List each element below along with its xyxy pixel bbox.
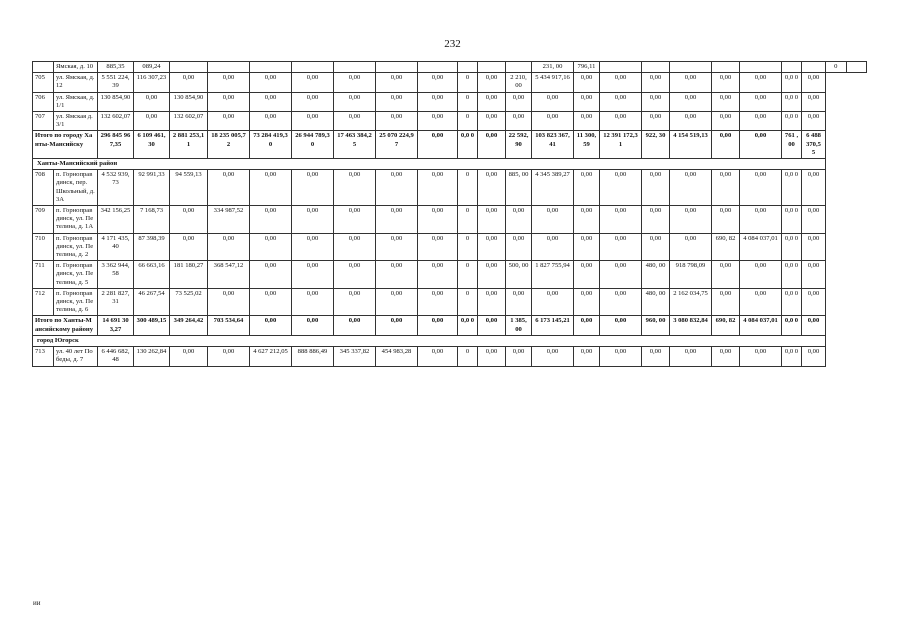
table-cell: 66 663,16 xyxy=(134,261,170,289)
table-cell: 0,00 xyxy=(600,92,642,111)
table-cell: 0 xyxy=(458,112,478,131)
table-cell: 0,0 0 xyxy=(782,288,802,316)
table-cell: 0,00 xyxy=(574,170,600,206)
table-cell: 0,00 xyxy=(574,206,600,234)
table-cell: 0,00 xyxy=(506,206,532,234)
total-row xyxy=(33,131,867,159)
table-cell: 0,00 xyxy=(292,92,334,111)
table-cell: 0,00 xyxy=(250,288,292,316)
table-cell: 181 180,27 xyxy=(170,261,208,289)
table-cell xyxy=(478,62,506,73)
table-cell: 0,00 xyxy=(712,261,740,289)
table-cell: 0,00 xyxy=(802,261,826,289)
table-cell xyxy=(740,62,782,73)
table-cell: 0,00 xyxy=(292,288,334,316)
row-number: 712 xyxy=(33,288,54,316)
table-cell: 25 070 224,97 xyxy=(376,131,418,159)
table-cell: 480, 00 xyxy=(642,261,670,289)
table-cell: 87 398,39 xyxy=(134,233,170,261)
table-cell: 0,00 xyxy=(250,316,292,335)
table-cell: 0,00 xyxy=(418,347,458,366)
table-cell: 0,00 xyxy=(418,112,458,131)
table-cell: 132 602,07 xyxy=(170,112,208,131)
table-cell: 4 345 389,27 xyxy=(532,170,574,206)
table-cell: 0,00 xyxy=(574,92,600,111)
table-cell: 0,00 xyxy=(418,92,458,111)
table-cell: 73 284 419,30 xyxy=(250,131,292,159)
table-cell: 0,00 xyxy=(418,288,458,316)
table-cell: 4 627 212,05 xyxy=(250,347,292,366)
table-cell: 0,0 0 xyxy=(782,316,802,335)
table-cell: 0,00 xyxy=(478,73,506,92)
table-cell: 0,00 xyxy=(418,233,458,261)
table-cell: 26 944 789,30 xyxy=(292,131,334,159)
table-cell: 885, 00 xyxy=(506,170,532,206)
table-cell: 334 987,52 xyxy=(208,206,250,234)
table-cell: 0,00 xyxy=(478,316,506,335)
table-cell: 918 798,09 xyxy=(670,261,712,289)
table-row xyxy=(33,206,867,234)
table-cell: 0,00 xyxy=(208,92,250,111)
table-cell: 17 463 384,25 xyxy=(334,131,376,159)
section-title: город Югорск xyxy=(33,335,826,346)
table-cell: 0,00 xyxy=(670,92,712,111)
table-cell: 0,00 xyxy=(712,73,740,92)
table-cell: 0,00 xyxy=(334,316,376,335)
table-cell: 130 262,84 xyxy=(134,347,170,366)
table-cell: 0,0 0 xyxy=(782,206,802,234)
table-cell xyxy=(208,62,250,73)
table-cell: 0,00 xyxy=(418,206,458,234)
table-cell: 0,0 0 xyxy=(458,316,478,335)
table-cell: 73 525,02 xyxy=(170,288,208,316)
table-cell: 368 547,12 xyxy=(208,261,250,289)
table-row xyxy=(33,288,867,316)
table-cell: 0,00 xyxy=(478,233,506,261)
table-cell: 0,00 xyxy=(574,316,600,335)
address-cell: п. Горноправдинск, ул. Петелина, д. 1А xyxy=(54,206,98,234)
table-cell: 0,00 xyxy=(292,170,334,206)
table-cell: 0,00 xyxy=(670,347,712,366)
table-cell: 0,00 xyxy=(574,288,600,316)
table-cell: 5 434 917,16 xyxy=(532,73,574,92)
address-cell: п. Горноправдинск, ул. Петелина, д. 5 xyxy=(54,261,98,289)
table-cell: 0 xyxy=(458,261,478,289)
table-cell: 0,00 xyxy=(600,233,642,261)
table-cell xyxy=(458,62,478,73)
table-cell: 349 264,42 xyxy=(170,316,208,335)
table-cell: 0,00 xyxy=(600,316,642,335)
table-cell: 0,00 xyxy=(532,288,574,316)
table-cell: 0,00 xyxy=(478,261,506,289)
table-cell: 0,00 xyxy=(170,206,208,234)
table-row xyxy=(33,261,867,289)
table-cell: 0 xyxy=(458,347,478,366)
table-cell: 0,00 xyxy=(376,316,418,335)
table-cell: 0,00 xyxy=(250,92,292,111)
table-cell xyxy=(712,62,740,73)
table-cell xyxy=(170,62,208,73)
table-cell: 6 488 370,5 5 xyxy=(802,131,826,159)
table-cell: 4 084 037,01 xyxy=(740,316,782,335)
table-cell: 6 173 145,21 xyxy=(532,316,574,335)
table-cell: 0,00 xyxy=(334,288,376,316)
table-cell: 0,00 xyxy=(712,288,740,316)
row-number: 708 xyxy=(33,170,54,206)
address-cell: п. Горноправдинск, пер. Школьный, д. 3А xyxy=(54,170,98,206)
total-label: Итого по Ханты-Мансийскому району xyxy=(33,316,98,335)
table-cell: 1 385, 00 xyxy=(506,316,532,335)
table-cell: 6 109 461,30 xyxy=(134,131,170,159)
table-cell: 0,00 xyxy=(740,92,782,111)
row-number: 710 xyxy=(33,233,54,261)
address-cell: ул. Ямская, д. 1/1 xyxy=(54,92,98,111)
table-cell: 0,00 xyxy=(334,233,376,261)
table-cell: 0,00 xyxy=(506,347,532,366)
table-cell xyxy=(670,62,712,73)
table-row xyxy=(33,170,867,206)
table-cell: 0 xyxy=(826,62,847,73)
table-cell: 0,00 xyxy=(642,92,670,111)
page-number: 232 xyxy=(444,38,461,50)
table-cell: 0,00 xyxy=(532,233,574,261)
table-cell: 0,00 xyxy=(802,233,826,261)
table-cell: 0,00 xyxy=(574,233,600,261)
table-cell: 0,00 xyxy=(208,73,250,92)
address-cell: ул. Ямская, д. 12 xyxy=(54,73,98,92)
table-row xyxy=(33,73,867,92)
table-cell: 0,00 xyxy=(250,170,292,206)
table-cell: 0,00 xyxy=(532,92,574,111)
table-cell: 296 845 967,35 xyxy=(98,131,134,159)
table-cell: 0,00 xyxy=(740,288,782,316)
table-cell: 0,00 xyxy=(600,288,642,316)
table-cell: 0,00 xyxy=(170,347,208,366)
table-cell: 0,00 xyxy=(642,73,670,92)
table-cell: 0,00 xyxy=(670,73,712,92)
table-cell: 0,00 xyxy=(292,233,334,261)
table-cell: 116 307,23 xyxy=(134,73,170,92)
table-cell: 2 281 827,31 xyxy=(98,288,134,316)
row-number xyxy=(33,62,54,73)
table-cell: 22 592, 90 xyxy=(506,131,532,159)
table-cell: 0,00 xyxy=(250,233,292,261)
table-cell: 0,00 xyxy=(478,92,506,111)
total-label: Итого по городу Ханты-Мансийску xyxy=(33,131,98,159)
table-row xyxy=(33,92,867,111)
table-cell: 0,00 xyxy=(478,131,506,159)
table-cell: 5 551 224,39 xyxy=(98,73,134,92)
table-cell: 0,00 xyxy=(642,233,670,261)
table-cell: 0,00 xyxy=(802,112,826,131)
table-cell: 0,00 xyxy=(334,73,376,92)
table-cell: 0,00 xyxy=(134,112,170,131)
table-cell: 0,00 xyxy=(712,206,740,234)
table-cell: 0,00 xyxy=(670,170,712,206)
table-cell: 94 559,13 xyxy=(170,170,208,206)
table-cell: 703 534,64 xyxy=(208,316,250,335)
table-cell xyxy=(250,62,292,73)
table-cell: 0,00 xyxy=(208,170,250,206)
table-cell: 0,00 xyxy=(642,206,670,234)
table-cell: 0,00 xyxy=(376,73,418,92)
table-cell: 0,00 xyxy=(418,131,458,159)
table-cell: 0,00 xyxy=(334,170,376,206)
table-cell: 300 489,15 xyxy=(134,316,170,335)
table-cell: 0,00 xyxy=(418,73,458,92)
table-cell: 0 xyxy=(458,206,478,234)
table-cell: 0,00 xyxy=(802,92,826,111)
table-cell: 0,00 xyxy=(712,92,740,111)
table-cell: 0,00 xyxy=(802,73,826,92)
table-cell: 0,00 xyxy=(292,73,334,92)
table-cell: 0 xyxy=(458,233,478,261)
table-cell: 0,00 xyxy=(250,112,292,131)
section-title: Ханты-Мансийский район xyxy=(33,159,826,170)
table-cell: 0,00 xyxy=(506,288,532,316)
table-cell: 0,00 xyxy=(712,347,740,366)
address-cell: ул. Ямская д. 3/1 xyxy=(54,112,98,131)
table-cell: 0,00 xyxy=(376,92,418,111)
table-cell: 342 156,25 xyxy=(98,206,134,234)
table-cell: 0,00 xyxy=(600,206,642,234)
table-cell: 0,00 xyxy=(740,112,782,131)
table-cell: 0,00 xyxy=(478,112,506,131)
table-cell: 0,00 xyxy=(642,347,670,366)
table-cell: 0,00 xyxy=(642,112,670,131)
table-cell: 0,00 xyxy=(600,112,642,131)
table-cell xyxy=(506,62,532,73)
table-cell: 0,0 0 xyxy=(782,92,802,111)
table-cell: 0,00 xyxy=(418,261,458,289)
table-cell: 0,00 xyxy=(670,112,712,131)
table-cell: 0,00 xyxy=(670,206,712,234)
table-cell: 0,00 xyxy=(478,288,506,316)
table-cell: 103 823 367,41 xyxy=(532,131,574,159)
table-cell: 0,00 xyxy=(478,170,506,206)
table-cell: 0,00 xyxy=(250,206,292,234)
table-cell: 761 ,00 xyxy=(782,131,802,159)
table-cell: 0,00 xyxy=(600,170,642,206)
table-cell: 0,00 xyxy=(670,233,712,261)
section-row xyxy=(33,159,867,170)
table-cell: 0,00 xyxy=(334,261,376,289)
table-cell: 130 854,90 xyxy=(170,92,208,111)
table-cell xyxy=(292,62,334,73)
table-cell: 922, 30 xyxy=(642,131,670,159)
table-cell: 0,00 xyxy=(574,261,600,289)
table-cell: 4 154 519,13 xyxy=(670,131,712,159)
table-cell xyxy=(846,62,867,73)
row-number: 713 xyxy=(33,347,54,366)
table-cell xyxy=(376,62,418,73)
row-number: 709 xyxy=(33,206,54,234)
table-cell: 0,00 xyxy=(532,206,574,234)
table-cell: 0,00 xyxy=(740,206,782,234)
address-cell: п. Горноправдинск, ул. Петелина, д. 6 xyxy=(54,288,98,316)
table-cell: 0,00 xyxy=(802,170,826,206)
table-cell: 0,00 xyxy=(418,316,458,335)
table-cell: 0,00 xyxy=(740,261,782,289)
table-cell: 0,0 0 xyxy=(782,112,802,131)
table-cell: 0,00 xyxy=(418,170,458,206)
table-cell: 0,00 xyxy=(506,112,532,131)
table-row xyxy=(33,347,867,366)
table-cell: 11 300, 59 xyxy=(574,131,600,159)
table-cell: 231, 00 xyxy=(532,62,574,73)
table-cell: 690, 82 xyxy=(712,316,740,335)
table-cell: 0,00 xyxy=(574,73,600,92)
table-cell: 2 162 034,75 xyxy=(670,288,712,316)
table-cell: 960, 00 xyxy=(642,316,670,335)
table-cell: 92 991,33 xyxy=(134,170,170,206)
table-cell: 0,00 xyxy=(334,112,376,131)
table-cell: 0,00 xyxy=(802,347,826,366)
table-cell: 0,00 xyxy=(134,92,170,111)
table-cell: 0,0 0 xyxy=(782,170,802,206)
row-number: 707 xyxy=(33,112,54,131)
footer-mark: ии xyxy=(33,599,41,607)
table-cell: 0,00 xyxy=(532,347,574,366)
table-cell xyxy=(600,62,642,73)
table-cell: 0,00 xyxy=(506,92,532,111)
table-cell xyxy=(642,62,670,73)
table-cell: 2 881 253,11 xyxy=(170,131,208,159)
table-cell: 0,00 xyxy=(478,347,506,366)
table-cell: 0,00 xyxy=(250,261,292,289)
table-cell: 4 171 435,40 xyxy=(98,233,134,261)
table-cell: 0,00 xyxy=(712,112,740,131)
table-cell: 18 235 005,72 xyxy=(208,131,250,159)
table-cell: 796,11 xyxy=(574,62,600,73)
table-cell: 690, 82 xyxy=(712,233,740,261)
table-cell: 0,00 xyxy=(292,316,334,335)
table-cell: 0,00 xyxy=(208,347,250,366)
table-cell: 0,00 xyxy=(208,233,250,261)
table-row xyxy=(33,233,867,261)
table-row xyxy=(33,62,867,73)
table-cell: 12 391 172,31 xyxy=(600,131,642,159)
table-cell: 0,00 xyxy=(376,112,418,131)
table-cell: 0,00 xyxy=(334,206,376,234)
row-number: 706 xyxy=(33,92,54,111)
table-cell: 0 xyxy=(458,170,478,206)
table-cell: 0,00 xyxy=(600,73,642,92)
table-cell: 0,00 xyxy=(740,73,782,92)
table-cell: 0,0 0 xyxy=(782,261,802,289)
address-cell: ул. 40 лет Победы, д. 7 xyxy=(54,347,98,366)
table-cell: 0,00 xyxy=(376,261,418,289)
table-cell: 0 xyxy=(458,288,478,316)
table-cell: 130 854,90 xyxy=(98,92,134,111)
table-cell: 0,00 xyxy=(208,288,250,316)
address-cell: Ямская, д. 10 xyxy=(54,62,98,73)
table-cell: 0,00 xyxy=(712,131,740,159)
table-cell: 2 210, 00 xyxy=(506,73,532,92)
table-cell: 0,00 xyxy=(802,206,826,234)
table-cell: 0,00 xyxy=(334,92,376,111)
table-cell: 0,00 xyxy=(170,73,208,92)
table-cell: 0,00 xyxy=(478,206,506,234)
table-cell: 0,00 xyxy=(532,112,574,131)
table-cell: 345 337,82 xyxy=(334,347,376,366)
table-cell: 0,00 xyxy=(802,288,826,316)
table-cell xyxy=(782,62,802,73)
table-cell: 4 084 037,01 xyxy=(740,233,782,261)
table-cell: 0,00 xyxy=(376,288,418,316)
table-cell: 7 168,73 xyxy=(134,206,170,234)
table-cell: 0,00 xyxy=(208,112,250,131)
table-cell: 0,0 0 xyxy=(458,131,478,159)
table-cell: 46 267,54 xyxy=(134,288,170,316)
table-cell: 888 886,49 xyxy=(292,347,334,366)
section-row xyxy=(33,335,867,346)
table-cell: 3 362 944,58 xyxy=(98,261,134,289)
table-cell: 0,00 xyxy=(712,170,740,206)
table-cell: 1 827 755,94 xyxy=(532,261,574,289)
table-cell: 0,00 xyxy=(740,170,782,206)
table-cell: 0 xyxy=(458,73,478,92)
table-cell: 0,00 xyxy=(506,233,532,261)
table-cell: 500, 00 xyxy=(506,261,532,289)
table-cell: 0,00 xyxy=(802,316,826,335)
table-cell: 4 532 939,73 xyxy=(98,170,134,206)
table-cell: 3 080 832,84 xyxy=(670,316,712,335)
table-cell: 0,00 xyxy=(292,112,334,131)
table-row xyxy=(33,112,867,131)
table-cell: 14 691 303,27 xyxy=(98,316,134,335)
table-cell: 0 xyxy=(458,92,478,111)
address-cell: п. Горноправдинск, ул. Петелина, д. 2 xyxy=(54,233,98,261)
table-cell: 454 983,28 xyxy=(376,347,418,366)
table-cell: 480, 00 xyxy=(642,288,670,316)
table-cell xyxy=(418,62,458,73)
registry-table xyxy=(32,61,867,367)
table-cell: 6 446 682,48 xyxy=(98,347,134,366)
table-cell: 0,00 xyxy=(376,206,418,234)
table-cell: 885,35 xyxy=(98,62,134,73)
table-cell: 0,00 xyxy=(376,170,418,206)
table-cell: 0,00 xyxy=(376,233,418,261)
total-row xyxy=(33,316,867,335)
table-cell: 0,00 xyxy=(170,233,208,261)
table-cell: 0,00 xyxy=(740,347,782,366)
table-cell: 0,00 xyxy=(642,170,670,206)
table-cell: 0,0 0 xyxy=(782,347,802,366)
table-cell: 0,00 xyxy=(740,131,782,159)
table-cell: 0,00 xyxy=(574,112,600,131)
table-cell: 0,00 xyxy=(600,261,642,289)
table-cell xyxy=(802,62,826,73)
row-number: 705 xyxy=(33,73,54,92)
table-cell: 0,00 xyxy=(574,347,600,366)
table-cell xyxy=(334,62,376,73)
table-cell: 0,00 xyxy=(292,261,334,289)
table-cell: 089,24 xyxy=(134,62,170,73)
table-cell: 132 602,07 xyxy=(98,112,134,131)
table-cell: 0,00 xyxy=(292,206,334,234)
table-cell: 0,00 xyxy=(250,73,292,92)
table-cell: 0,0 0 xyxy=(782,233,802,261)
table-cell: 0,00 xyxy=(600,347,642,366)
table-cell: 0,0 0 xyxy=(782,73,802,92)
row-number: 711 xyxy=(33,261,54,289)
